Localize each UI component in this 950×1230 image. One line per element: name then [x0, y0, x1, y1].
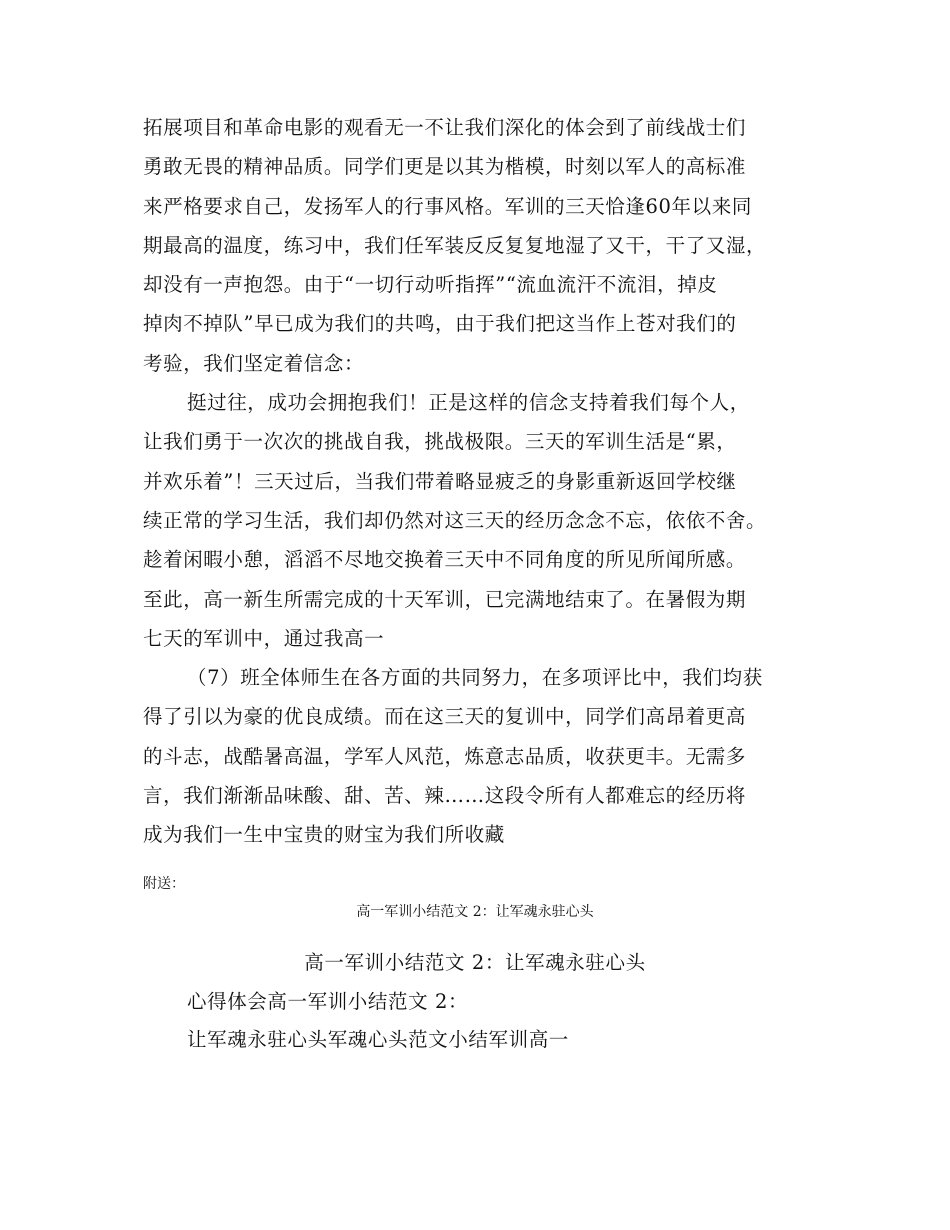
appendix-label: 附送： [143, 876, 185, 892]
text-line: 让军魂永驻心头军魂心头范文小结军训高一 [187, 1028, 569, 1051]
text-line: 并欢乐着”！三天过后，当我们带着略显疲乏的身影重新返回学校继 [143, 469, 737, 493]
text-line: 趁着闲暇小憩，滔滔不尽地交换着三天中不同角度的所见所闻所感。 [143, 548, 747, 572]
text-line: 心得体会高一军训小结范文 2： [187, 990, 469, 1013]
text-line: 来严格要求自己，发扬军人的行事风格。军训的三天恰逢60年以来同 [143, 194, 752, 218]
text-line: 七天的军训中，通过我高一 [143, 626, 385, 650]
appendix-body [187, 983, 569, 1059]
paragraph-3 [143, 658, 811, 854]
body-text [143, 108, 811, 855]
text-line: 期最高的温度，练习中，我们任军装反反复复地湿了又干，干了又湿， [143, 233, 767, 257]
text-line: 拓展项目和革命电影的观看无一不让我们深化的体会到了前线战士们 [143, 116, 747, 139]
text-line: 续正常的学习生活，我们却仍然对这三天的经历念念不忘，依依不舍。 [143, 508, 767, 532]
paragraph-1 [143, 108, 811, 383]
text-line: （7）班全体师生在各方面的共同努力，在多项评比中，我们均获 [187, 666, 763, 690]
text-line: 成为我们一生中宝贵的财宝为我们所收藏 [143, 823, 505, 847]
text-line: 勇敢无畏的精神品质。同学们更是以其为楷模，时刻以军人的高标准 [143, 155, 747, 179]
text-line: 至此，高一新生所需完成的十天军训，已完满地结束了。在暑假为期 [143, 587, 747, 611]
appendix-title: 高一军训小结范文 2：让军魂永驻心头 [304, 951, 646, 974]
text-line: 让我们勇于一次次的挑战自我，挑战极限。三天的军训生活是“累， [143, 430, 737, 454]
text-line: 言，我们渐渐品味酸、甜、苦、辣……这段令所有人都难忘的经历将 [143, 784, 747, 808]
text-line: 的斗志，战酷暑高温，学军人风范，炼意志品质，收获更丰。无需多 [143, 744, 747, 768]
text-line: 考验，我们坚定着信念： [143, 351, 365, 375]
appendix-small-title: 高一军训小结范文 2：让军魂永驻心头 [356, 904, 594, 920]
text-line: 挺过往，成功会拥抱我们！正是这样的信念支持着我们每个人， [187, 391, 750, 415]
paragraph-2 [143, 383, 811, 658]
text-line: 却没有一声抱怨。由于“一切行动听指挥”“流血流汗不流泪，掉皮 [143, 273, 718, 297]
text-line: 掉肉不掉队”早已成为我们的共鸣，由于我们把这当作上苍对我们的 [143, 312, 737, 336]
text-line: 得了引以为豪的优良成绩。而在这三天的复训中，同学们高昂着更高 [143, 705, 747, 729]
